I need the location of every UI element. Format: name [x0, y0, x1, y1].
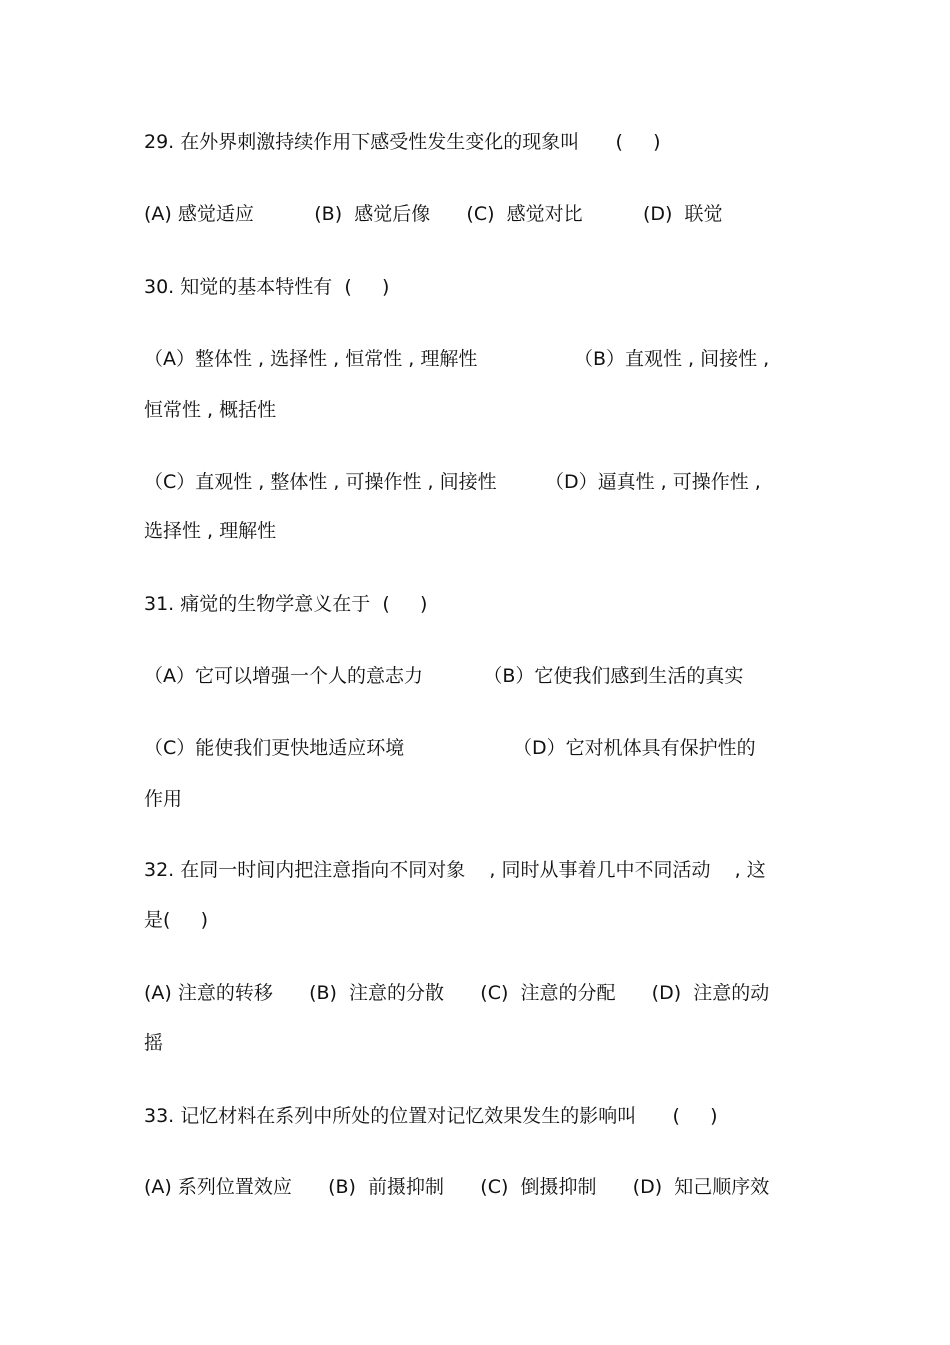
q30-options-cd-cont: 选择性 , 理解性: [144, 520, 277, 542]
q30-options-ab: （A）整体性 , 选择性 , 恒常性 , 理解性 （B）直观性 , 间接性 ,: [144, 348, 770, 370]
q31-options-ab: （A）它可以增强一个人的意志力 （B）它使我们感到生活的真实: [144, 665, 744, 687]
q31-options-cd: （C）能使我们更快地适应环境 （D）它对机体具有保护性的: [144, 737, 756, 759]
q32-stem: 32. 在同一时间内把注意指向不同对象 , 同时从事着几中不同活动 , 这: [144, 859, 766, 881]
q33-stem: 33. 记忆材料在系列中所处的位置对记忆效果发生的影响叫 ( ): [144, 1105, 718, 1127]
q29-options: (A) 感觉适应 (B) 感觉后像 (C) 感觉对比 (D) 联觉: [144, 203, 723, 225]
q31-stem: 31. 痛觉的生物学意义在于 ( ): [144, 593, 428, 615]
q30-options-ab-cont: 恒常性 , 概括性: [144, 399, 277, 421]
q33-options: (A) 系列位置效应 (B) 前摄抑制 (C) 倒摄抑制 (D) 知己顺序效: [144, 1176, 770, 1198]
q30-options-cd: （C）直观性 , 整体性 , 可操作性 , 间接性 （D）逼真性 , 可操作性 ,: [144, 471, 761, 493]
q32-options: (A) 注意的转移 (B) 注意的分散 (C) 注意的分配 (D) 注意的动: [144, 982, 770, 1004]
q32-stem-cont: 是( ): [144, 909, 209, 931]
q32-options-cont: 摇: [144, 1032, 164, 1054]
q30-stem: 30. 知觉的基本特性有 ( ): [144, 276, 390, 298]
q29-stem: 29. 在外界刺激持续作用下感受性发生变化的现象叫 ( ): [144, 131, 661, 153]
q31-options-cd-cont: 作用: [144, 788, 183, 810]
